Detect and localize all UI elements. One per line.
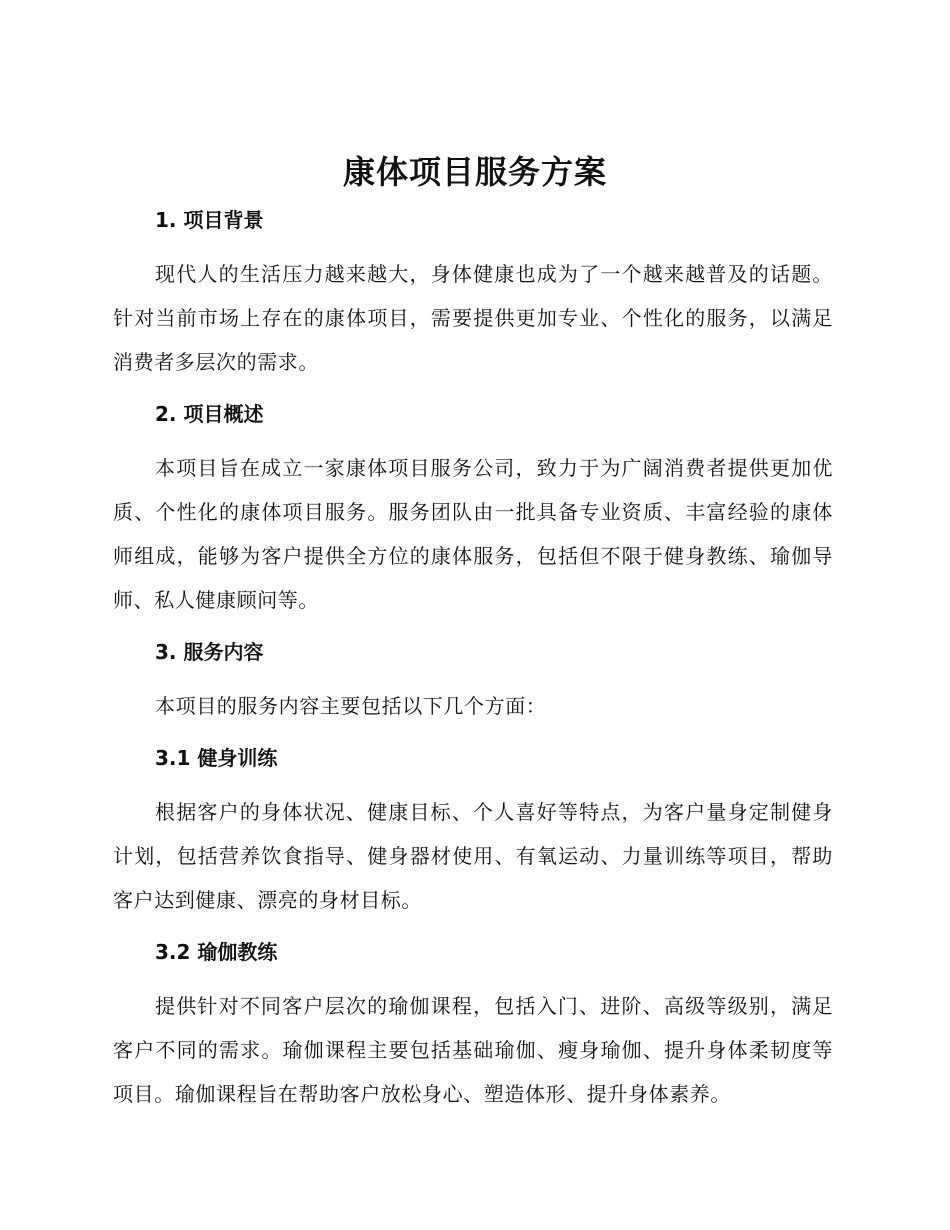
section-paragraph-fitness: 根据客户的身体状况、健康目标、个人喜好等特点，为客户量身定制健身计划，包括营养饮食指导、健身器材使用、有氧运动、力量训练等项目，帮助客户达到健康、漂亮的身材目标。 xyxy=(113,800,833,912)
section-heading-fitness: 3.1 健身训练 xyxy=(155,746,278,770)
section-paragraph-overview: 本项目旨在成立一家康体项目服务公司，致力于为广阔消费者提供更加优质、个性化的康体项目服务。服务团队由一批具备专业资质、丰富经验的康体师组成，能够为客户提供全方位的康体服务，包括但不限于健身教练、瑜伽导师、私人健康顾问等。 xyxy=(113,456,833,612)
section-paragraph-background: 现代人的生活压力越来越大，身体健康也成为了一个越来越普及的话题。针对当前市场上存在的康体项目，需要提供更加专业、个性化的服务，以满足消费者多层次的需求。 xyxy=(113,262,833,374)
section-heading-background: 1. 项目背景 xyxy=(155,208,264,232)
section-heading-overview: 2. 项目概述 xyxy=(155,402,264,426)
document-body xyxy=(113,200,833,1116)
section-paragraph-yoga: 提供针对不同客户层次的瑜伽课程，包括入门、进阶、高级等级别，满足客户不同的需求。瑜伽课程主要包括基础瑜伽、瘦身瑜伽、提升身体柔韧度等项目。瑜伽课程旨在帮助客户放松身心、塑造体形、提升身体素养。 xyxy=(113,994,833,1106)
section-heading-yoga: 3.2 瑜伽教练 xyxy=(155,940,278,964)
section-paragraph-services: 本项目的服务内容主要包括以下几个方面： xyxy=(155,694,547,718)
document-title: 康体项目服务方案 xyxy=(342,153,607,191)
section-heading-services: 3. 服务内容 xyxy=(155,640,264,664)
